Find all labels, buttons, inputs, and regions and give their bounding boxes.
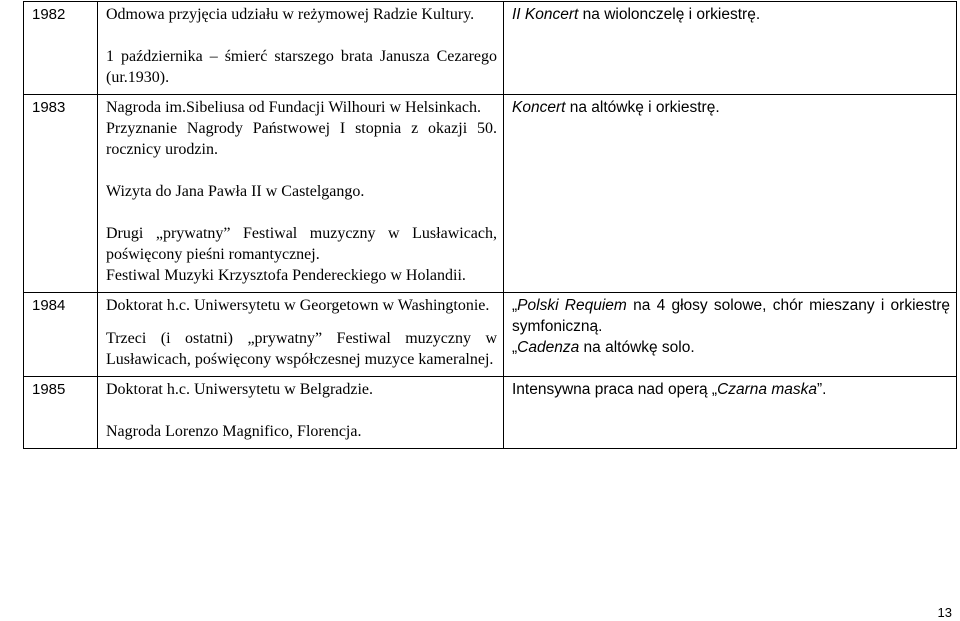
work-title: Czarna maska <box>717 381 818 398</box>
work-title: Cadenza <box>517 339 580 356</box>
table-row <box>24 2 957 95</box>
table-row <box>24 95 957 293</box>
events-cell <box>98 377 504 449</box>
work-title: II Koncert <box>512 6 579 23</box>
work-description: na altówkę solo. <box>579 339 695 356</box>
work-text <box>512 337 950 358</box>
year-cell: 1985 <box>24 377 98 449</box>
work-title: Koncert <box>512 99 566 116</box>
table-row <box>24 377 957 449</box>
event-text: Odmowa przyjęcia udziału w reżymowej Radzie Kultury. <box>106 6 475 23</box>
work-text <box>512 97 950 118</box>
events-cell <box>98 293 504 377</box>
year-cell: 1983 <box>24 95 98 293</box>
work-description: na 4 głosy solowe, chór mieszany i orkiestrę symfoniczną. <box>512 297 950 335</box>
event-text: Trzeci (i ostatni) „prywatny” Festiwal muzyczny w Lusławicach, poświęcony współczesnej muzyce kameralnej. <box>106 330 497 368</box>
work-lead: Intensywna praca nad operą „ <box>512 381 718 398</box>
event-text: Nagroda Lorenzo Magnifico, Florencja. <box>106 423 362 440</box>
event-text: Drugi „prywatny” Festiwal muzyczny w Lusławicach, poświęcony pieśni romantycznej. <box>106 225 497 263</box>
event-text: Przyznanie Nagrody Państwowej I stopnia z okazji 50. rocznicy urodzin. <box>106 120 497 158</box>
event-text: 1 października – śmierć starszego brata Janusza Cezarego (ur.1930). <box>106 48 497 86</box>
work-description: ”. <box>817 381 827 398</box>
work-text <box>512 379 950 400</box>
open-quote: „ <box>512 297 518 314</box>
works-cell <box>504 2 957 95</box>
chronology-table <box>23 1 957 449</box>
event-text: Nagroda im.Sibeliusa od Fundacji Wilhouri w Helsinkach. <box>106 99 481 116</box>
work-title: Polski Requiem <box>517 297 627 314</box>
event-text: Doktorat h.c. Uniwersytetu w Georgetown w Washingtonie. <box>106 297 490 314</box>
event-text: Festiwal Muzyki Krzysztofa Pendereckiego w Holandii. <box>106 267 466 284</box>
work-description: na wiolonczelę i orkiestrę. <box>578 6 761 23</box>
works-cell <box>504 377 957 449</box>
works-cell <box>504 95 957 293</box>
event-text: Doktorat h.c. Uniwersytetu w Belgradzie. <box>106 381 374 398</box>
event-text: Wizyta do Jana Pawła II w Castelgango. <box>106 183 365 200</box>
work-text <box>512 295 950 337</box>
table-row <box>24 293 957 377</box>
page-number: 13 <box>937 605 952 620</box>
work-description: na altówkę i orkiestrę. <box>565 99 720 116</box>
year-cell: 1982 <box>24 2 98 95</box>
events-cell <box>98 95 504 293</box>
works-cell <box>504 293 957 377</box>
open-quote: „ <box>512 339 518 356</box>
events-cell <box>98 2 504 95</box>
year-cell: 1984 <box>24 293 98 377</box>
work-text <box>512 4 950 25</box>
